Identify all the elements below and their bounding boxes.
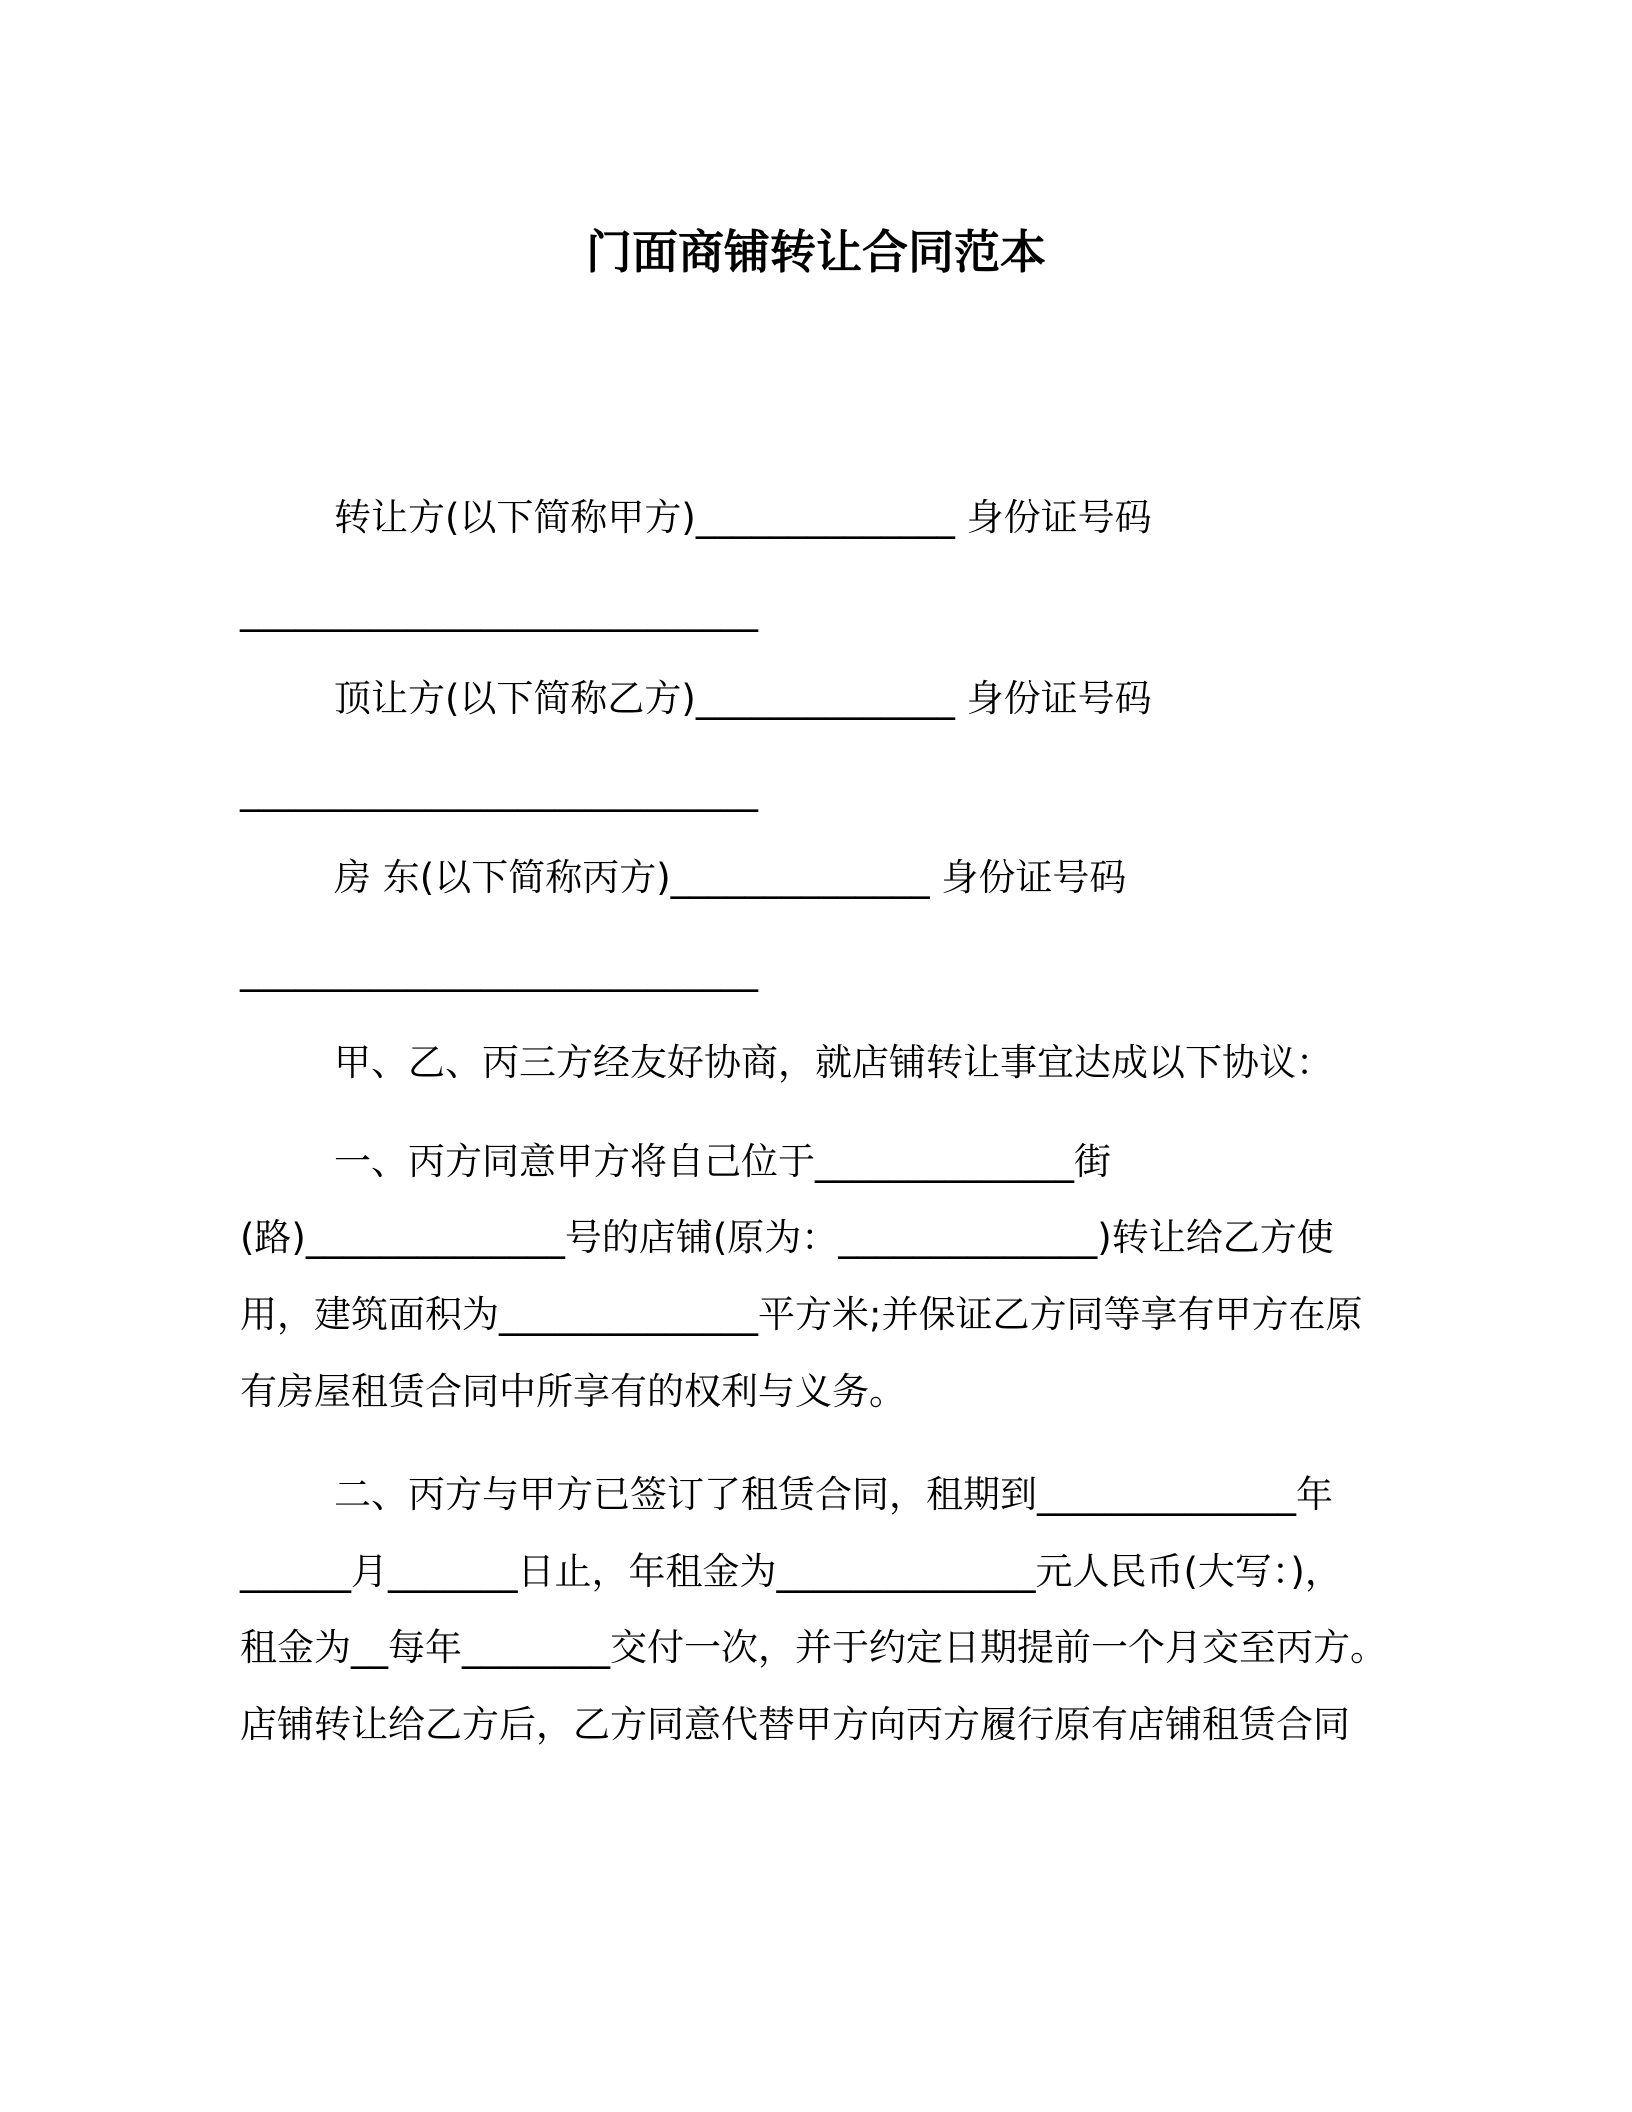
clause-2-line-1: 二、丙方与甲方已签订了租赁合同，租期到______________年: [334, 1473, 1333, 1516]
transferee-line: 顶让方(以下简称乙方)______________ 身份证号码: [334, 677, 1152, 720]
transferor-id-blank: ____________________________: [240, 589, 758, 632]
landlord-line: 房 东(以下简称丙方)______________ 身份证号码: [334, 856, 1127, 899]
agreement-intro: 甲、乙、丙三方经友好协商，就店铺转让事宜达成以下协议：: [334, 1041, 1333, 1084]
clause-1-line-1: 一、丙方同意甲方将自己位于______________街: [334, 1140, 1111, 1183]
transferee-id-blank: ____________________________: [240, 769, 758, 812]
clause-1-line-2: (路)______________号的店铺(原为：______________)转让给乙方使: [240, 1216, 1334, 1259]
transferor-line: 转让方(以下简称甲方)______________ 身份证号码: [334, 496, 1152, 539]
clause-1-line-4: 有房屋租赁合同中所享有的权利与义务。: [240, 1370, 906, 1413]
clause-1-line-3: 用，建筑面积为______________平方米;并保证乙方同等享有甲方在原: [240, 1293, 1363, 1336]
clause-2-line-4: 店铺转让给乙方后，乙方同意代替甲方向丙方履行原有店铺租赁合同: [240, 1703, 1350, 1746]
clause-2-line-3: 租金为__每年________交付一次，并于约定日期提前一个月交至丙方。: [240, 1626, 1387, 1669]
document-title: 门面商铺转让合同范本: [586, 225, 1046, 279]
clause-2-line-2: ______月_______日止，年租金为______________元人民币(大写：)，: [240, 1550, 1342, 1593]
landlord-id-blank: ____________________________: [240, 949, 758, 992]
